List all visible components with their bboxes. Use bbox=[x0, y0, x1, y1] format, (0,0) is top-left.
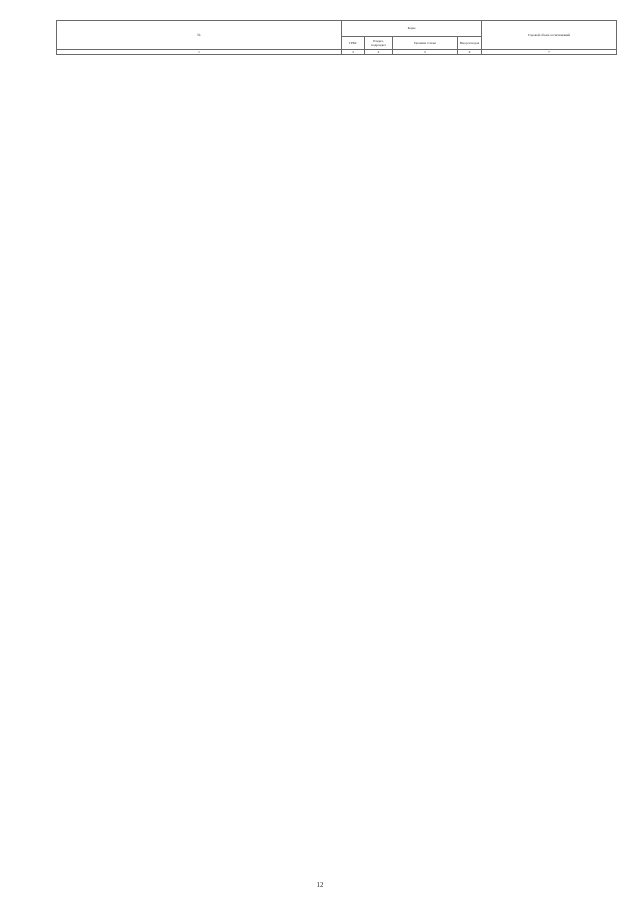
header-celevaya: Целевая статья bbox=[393, 36, 458, 49]
document-page bbox=[56, 20, 616, 55]
budget-table bbox=[56, 20, 617, 55]
header-grbs: ГРБС bbox=[342, 36, 365, 49]
column-number-1: 1 bbox=[57, 49, 342, 55]
column-number-4: 4 bbox=[365, 49, 393, 55]
header-codes-group: Коды bbox=[342, 21, 482, 37]
header-annual-sum: Годовой объем ассигнований bbox=[482, 21, 617, 50]
column-number-6: 6 bbox=[458, 49, 482, 55]
header-vid: Вид расходов bbox=[458, 36, 482, 49]
page-number: 12 bbox=[316, 881, 324, 889]
header-number: № bbox=[57, 21, 342, 50]
column-number-5: 5 bbox=[393, 49, 458, 55]
column-number-3: 3 bbox=[342, 49, 365, 55]
column-number-7: 7 bbox=[482, 49, 617, 55]
header-razdel: Раздел, подраздел bbox=[365, 36, 393, 49]
